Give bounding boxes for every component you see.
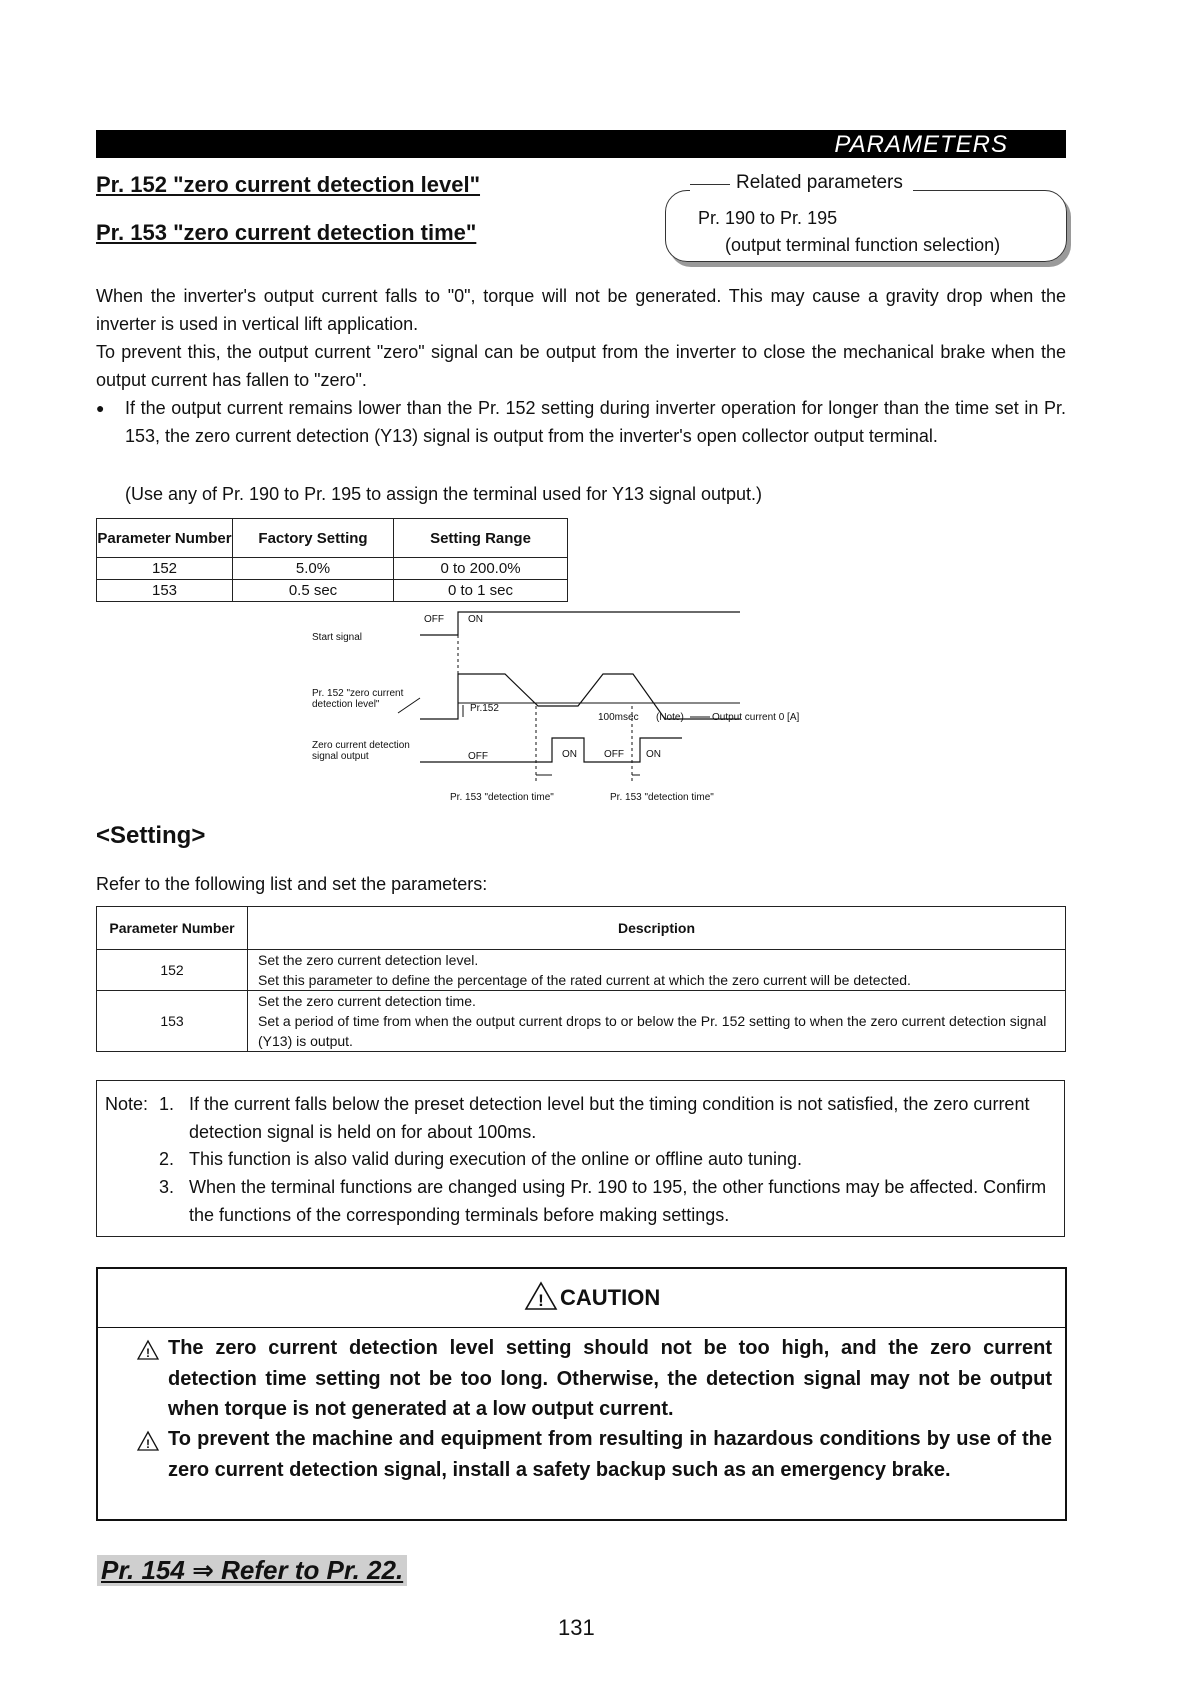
note-item-2: This function is also valid during execution of the online or offline auto tuning. [189,1149,803,1169]
page-number: 131 [558,1615,595,1640]
setting-description-table [96,906,1066,1052]
caution-box [96,1267,1067,1521]
note-number-1: 1. [159,1094,175,1114]
intro-bullet-note: (Use any of Pr. 190 to Pr. 195 to assign the terminal used for Y13 signal output.) [125,484,763,504]
intro-paragraph-2: To prevent this, the output current "zero" signal can be output from the inverter to close the mechanical brake when the output current has fallen to "zero". [96,342,1066,390]
table-header: Parameter Number [97,907,248,950]
table-cell [248,950,1066,991]
zero-current-timing-diagram [300,605,860,805]
table-header-row [97,519,568,558]
description-line: Set the zero current detection level. [258,952,479,968]
table-header: Description [248,907,1066,950]
warning-triangle-icon [136,1430,160,1452]
table-header: Factory Setting [233,519,394,558]
zc-signal-waveform [420,738,682,762]
table-header-row [97,907,1066,950]
related-parameters-heading: Related parameters [690,172,913,194]
note-label: Note: [105,1094,149,1114]
related-parameters-description: (output terminal function selection) [725,235,1001,255]
warning-triangle-icon [136,1339,160,1361]
intro-paragraph-1: When the inverter's output current falls to "0", torque will not be generated. This may cause a gravity drop when the inverter is used in vertical lift application. [96,286,1066,334]
ms100-label: 100msec [598,712,639,723]
note-label: (Note) [656,712,684,723]
table-cell: 5.0% [233,558,394,580]
note-item-1: If the current falls below the preset detection level but the timing condition is not satisfied, the zero current detection signal is held on for about 100ms. [189,1094,1030,1142]
caution-header [98,1269,1065,1328]
caution-title: CAUTION [560,1285,661,1310]
section-title: PARAMETERS [834,131,1008,158]
pr152-label: Pr.152 [470,703,499,714]
start-on-label: ON [468,614,483,625]
zc-off-label-2: OFF [604,749,624,760]
zc-on-label-1: ON [562,749,577,760]
table-row [97,950,1066,991]
table-cell: 0 to 1 sec [394,580,568,602]
table-row [97,558,568,580]
related-parameters-range: Pr. 190 to Pr. 195 [698,208,838,228]
note-box [96,1080,1065,1237]
zc-on-label-2: ON [646,749,661,760]
table-cell: 0 to 200.0% [394,558,568,580]
setting-heading: <Setting> [96,822,206,849]
table-header: Setting Range [394,519,568,558]
table-row [97,580,568,602]
start-off-label: OFF [424,614,444,625]
zc-label-line1: Zero current detection [312,740,410,751]
zc-off-label-1: OFF [468,751,488,762]
note-item-3: When the terminal functions are changed using Pr. 190 to 195, the other functions may be affected. Confirm the functions of the corresponding terminals before making settings. [189,1177,1047,1225]
table-cell: 0.5 sec [233,580,394,602]
section-header-bar [96,130,1066,158]
parameter-settings-table [96,518,568,602]
level-label-line2: detection level" [312,699,380,710]
refer-to-pr22-link[interactable]: Pr. 154 ⇒ Refer to Pr. 22. [97,1555,407,1586]
note-number-2: 2. [159,1149,175,1169]
pr152-title: Pr. 152 "zero current detection level" [96,172,481,197]
setting-intro: Refer to the following list and set the parameters: [96,874,488,894]
start-signal-label: Start signal [312,632,363,643]
caution-item-2: To prevent the machine and equipment from resulting in hazardous conditions by use of the zero current detection signal, install a safety backup such as an emergency brake. [168,1428,1052,1481]
description-line: Set a period of time from when the output current drops to or below the Pr. 152 setting to when the zero current detection signal (Y13) is output. [258,1013,1047,1049]
table-cell: 153 [97,991,248,1052]
svg-text:!: ! [146,1437,150,1451]
detection-time-label-2: Pr. 153 "detection time" [610,792,714,803]
level-leader-line [398,698,420,713]
zc-label-line2: signal output [312,751,369,762]
table-cell: 152 [97,950,248,991]
level-label-line1: Pr. 152 "zero current [312,688,404,699]
description-line: Set the zero current detection time. [258,993,476,1009]
pr153-title: Pr. 153 "zero current detection time" [96,220,477,245]
table-cell [248,991,1066,1052]
detection-time-label-1: Pr. 153 "detection time" [450,792,554,803]
svg-text:!: ! [538,1291,544,1310]
bullet-icon: ● [96,400,105,416]
output-current-waveform [420,674,740,719]
description-line: Set this parameter to define the percentage of the rated current at which the zero current will be detected. [258,972,911,988]
warning-triangle-icon [524,1281,558,1311]
table-header: Parameter Number [97,519,233,558]
svg-text:!: ! [146,1346,150,1360]
table-row [97,991,1066,1052]
table-cell: 153 [97,580,233,602]
output-current-label: Output current 0 [A] [712,712,800,723]
table-cell: 152 [97,558,233,580]
note-number-3: 3. [159,1177,175,1197]
intro-bullet: If the output current remains lower than the Pr. 152 setting during inverter operation for longer than the time set in Pr. 153, the zero current detection (Y13) signal is output from the inverter's open collector output terminal. [125,398,1066,446]
caution-item-1: The zero current detection level setting should not be too high, and the zero current detection time setting not be too long. Otherwise, the detection signal may not be output when torque is not generated at a low output current. [168,1337,1052,1420]
